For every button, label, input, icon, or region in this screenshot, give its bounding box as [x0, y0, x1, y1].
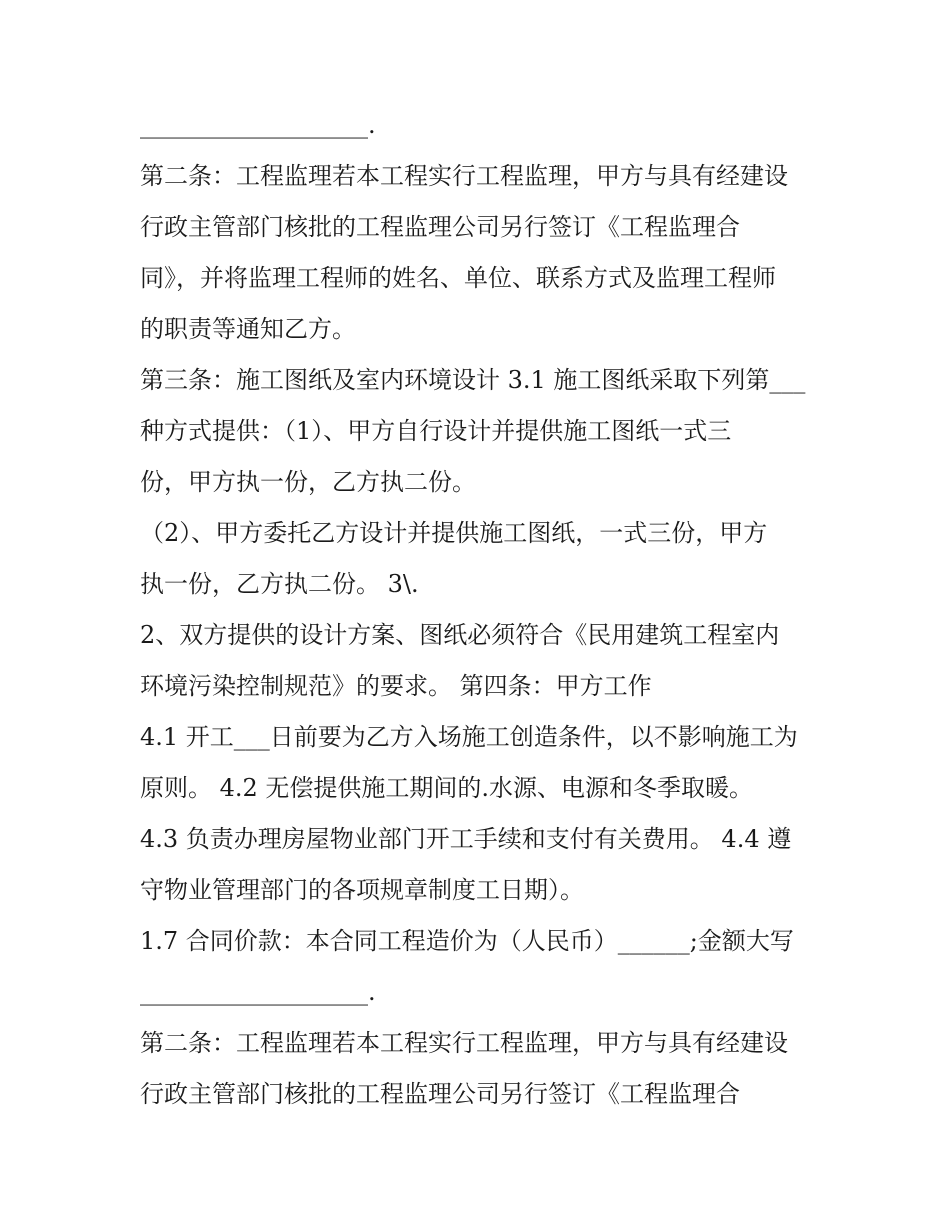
- text-line: 行政主管部门核批的工程监理公司另行签订《工程监理合: [140, 1080, 740, 1108]
- document-body: [140, 100, 830, 1120]
- text-line: 环境污染控制规范》的要求。 第四条：甲方工作: [140, 672, 652, 700]
- text-line: ___________________.: [140, 111, 376, 139]
- text-line: 份，甲方执一份，乙方执二份。: [140, 468, 476, 496]
- text-line: 同》，并将监理工程师的姓名、单位、联系方式及监理工程师: [140, 264, 776, 292]
- text-line: 4.1 开工___日前要为乙方入场施工创造条件，以不影响施工为: [140, 723, 798, 751]
- text-line: 执一份，乙方执二份。 3\.: [140, 570, 419, 598]
- text-line: 2、双方提供的设计方案、图纸必须符合《民用建筑工程室内: [140, 621, 780, 649]
- text-line: 第二条：工程监理若本工程实行工程监理，甲方与具有经建设: [140, 162, 788, 190]
- text-line: 4.3 负责办理房屋物业部门开工手续和支付有关费用。 4.4 遵: [140, 825, 792, 853]
- text-line: 第三条：施工图纸及室内环境设计 3.1 施工图纸采取下列第___: [140, 366, 806, 394]
- text-line: （2）、甲方委托乙方设计并提供施工图纸，一式三份，甲方: [140, 519, 768, 547]
- text-line: 行政主管部门核批的工程监理公司另行签订《工程监理合: [140, 213, 740, 241]
- text-line: ___________________.: [140, 978, 376, 1006]
- text-line: 原则。 4.2 无偿提供施工期间的.水源、电源和冬季取暖。: [140, 774, 754, 802]
- text-line: 守物业管理部门的各项规章制度工日期）。: [140, 876, 584, 904]
- text-line: 1.7 合同价款：本合同工程造价为（人民币）______;金额大写: [140, 927, 794, 955]
- text-line: 的职责等通知乙方。: [140, 315, 356, 343]
- text-line: 种方式提供：（1）、甲方自行设计并提供施工图纸一式三: [140, 417, 732, 445]
- text-line: 第二条：工程监理若本工程实行工程监理，甲方与具有经建设: [140, 1029, 788, 1057]
